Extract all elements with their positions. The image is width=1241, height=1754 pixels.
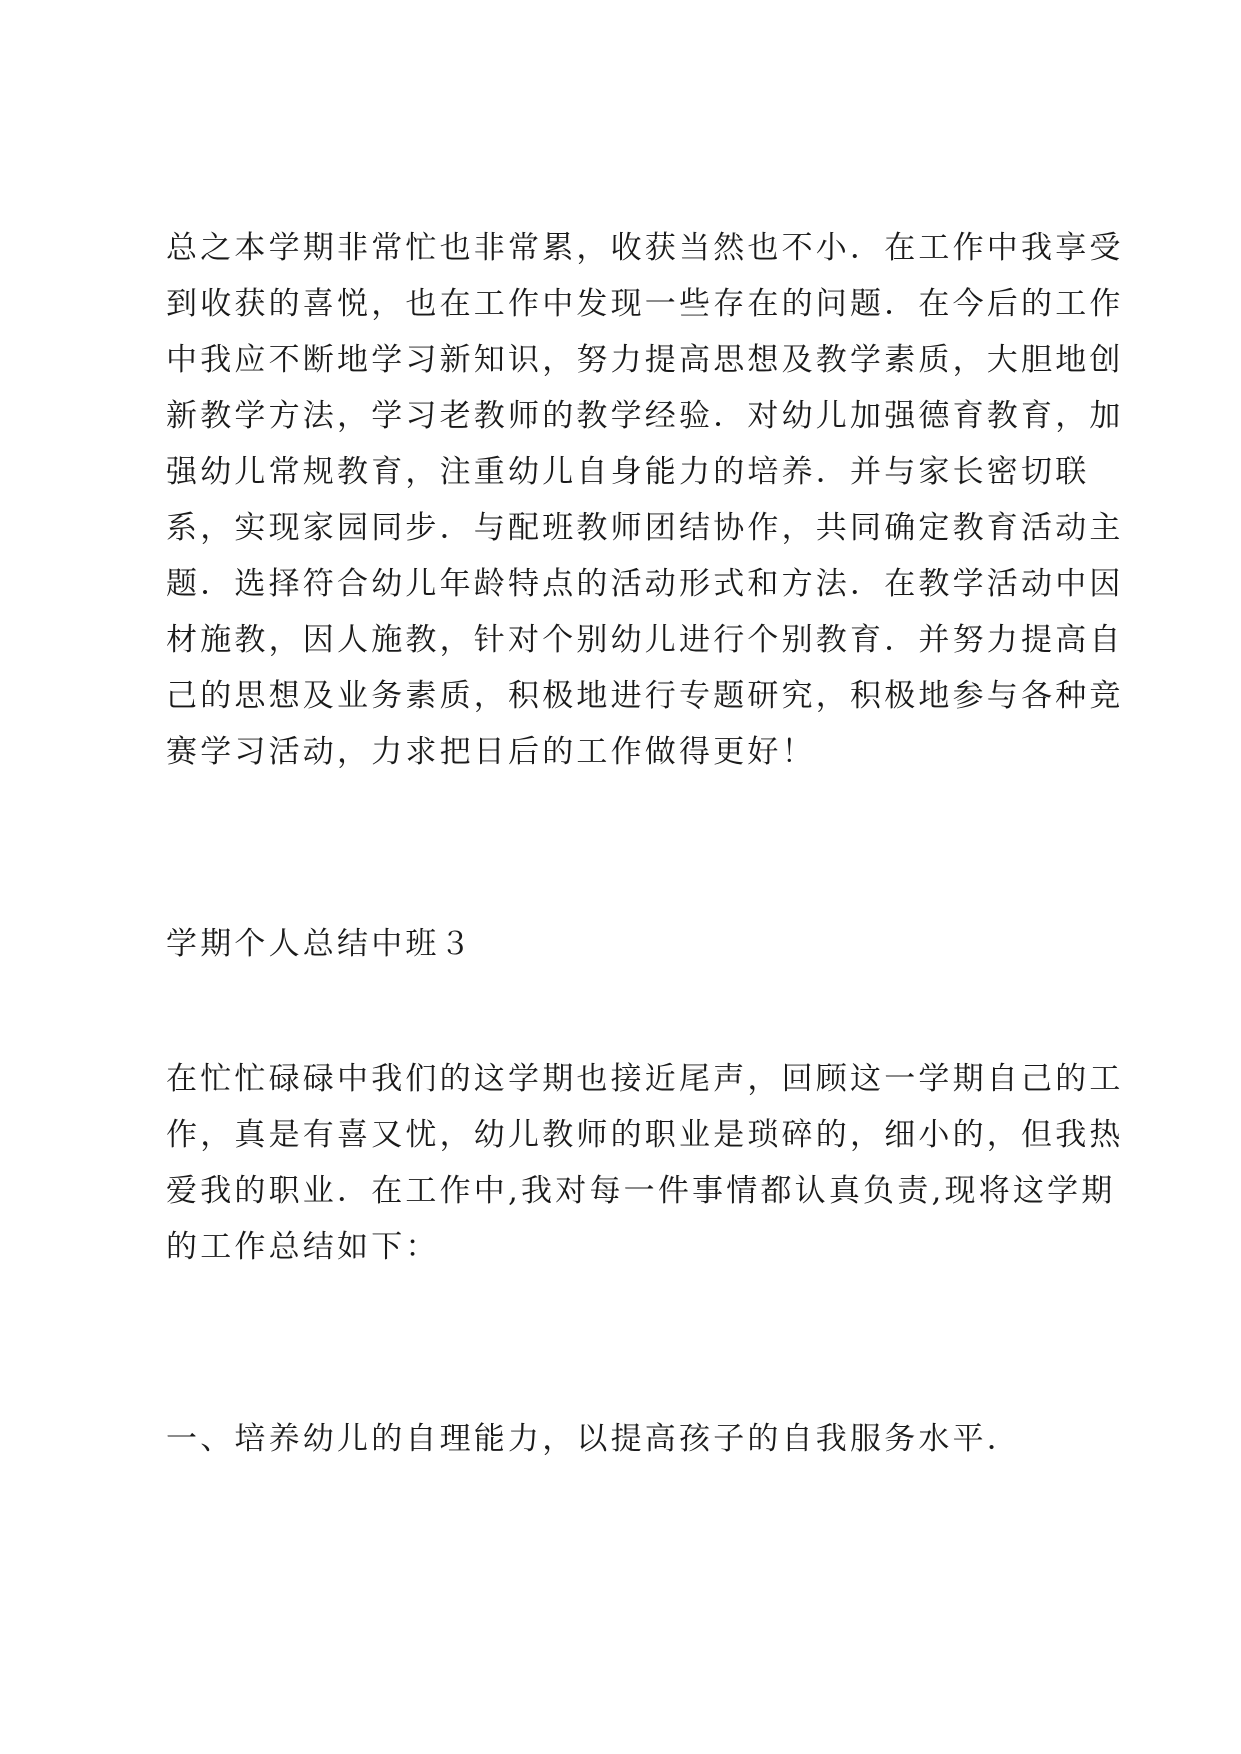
list-item-heading <box>166 1411 1096 1467</box>
paragraph-line: 中我应不断地学习新知识，努力提高思想及教学素质，大胆地创 <box>166 342 1124 378</box>
section-heading-text: 学期个人总结中班３ <box>166 926 474 962</box>
paragraph-line: 强幼儿常规教育，注重幼儿自身能力的培养．并与家长密切联 <box>166 454 1090 490</box>
paragraph-line: 新教学方法，学习老教师的教学经验．对幼儿加强德育教育，加 <box>166 398 1124 434</box>
paragraph-line: 系，实现家园同步．与配班教师团结协作，共同确定教育活动主 <box>166 510 1124 546</box>
paragraph-line: 总之本学期非常忙也非常累，收获当然也不小．在工作中我享受 <box>166 230 1124 266</box>
section-heading <box>166 916 1096 972</box>
paragraph-summary <box>166 220 1124 780</box>
paragraph-line: 材施教，因人施教，针对个别幼儿进行个别教育．并努力提高自 <box>166 622 1124 658</box>
paragraph-line: 的工作总结如下： <box>166 1229 440 1265</box>
paragraph-line: 己的思想及业务素质，积极地进行专题研究，积极地参与各种竞 <box>166 678 1124 714</box>
paragraph-line: 题．选择符合幼儿年龄特点的活动形式和方法．在教学活动中因 <box>166 566 1124 602</box>
paragraph-line: 赛学习活动，力求把日后的工作做得更好！ <box>166 734 816 770</box>
list-item-text: 一、培养幼儿的自理能力，以提高孩子的自我服务水平． <box>166 1421 1021 1457</box>
paragraph-line: 在忙忙碌碌中我们的这学期也接近尾声，回顾这一学期自己的工 <box>166 1061 1124 1097</box>
paragraph-line: 到收获的喜悦，也在工作中发现一些存在的问题．在今后的工作 <box>166 286 1124 322</box>
paragraph-line: 作，真是有喜又忧，幼儿教师的职业是琐碎的，细小的，但我热 <box>166 1117 1124 1153</box>
paragraph-line: 爱我的职业．在工作中,我对每一件事情都认真负责,现将这学期 <box>166 1173 1116 1209</box>
paragraph-intro <box>166 1051 1124 1275</box>
